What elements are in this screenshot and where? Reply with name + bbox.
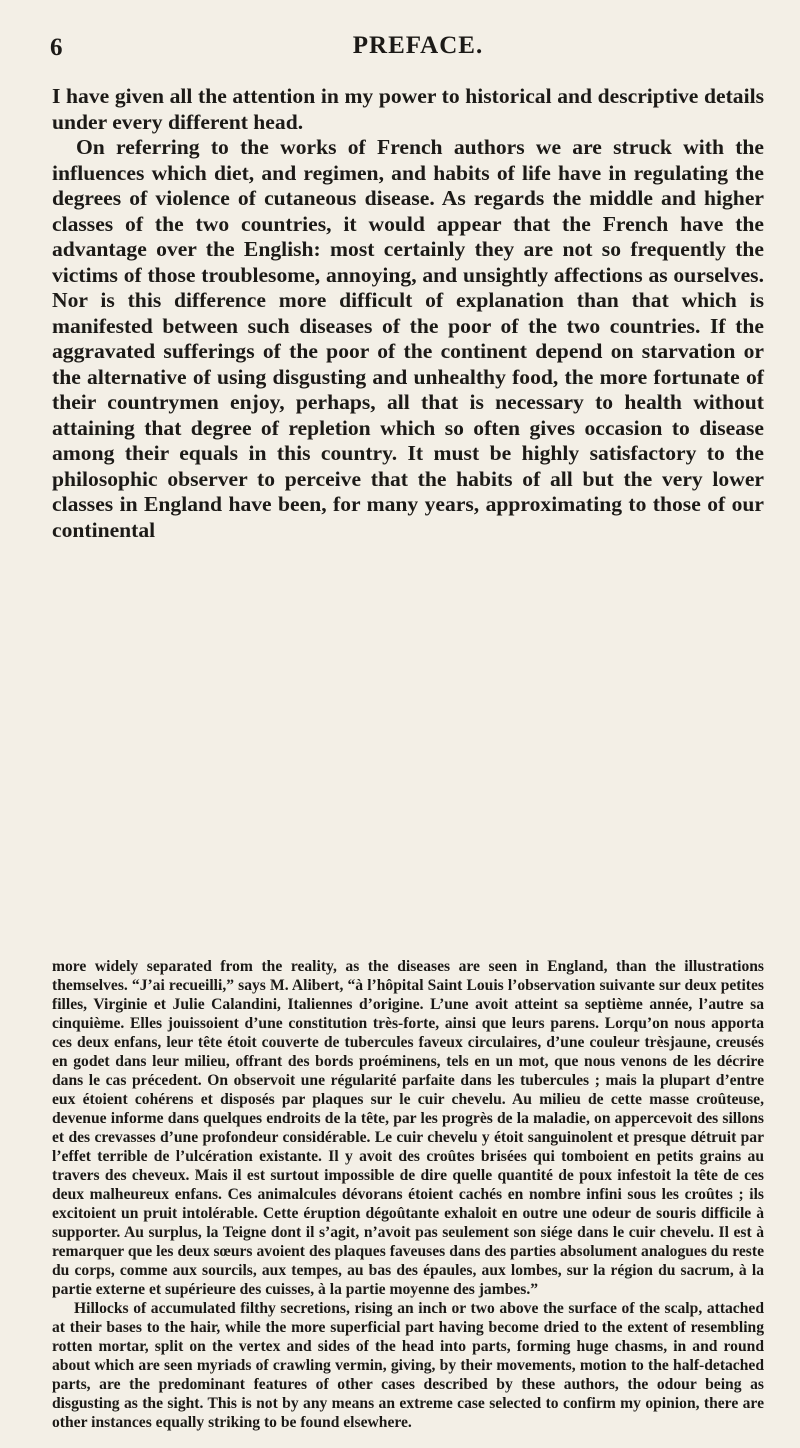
footnote-paragraph: more widely separated from the reality, as the diseases are seen in England, than the illustrations themselves. “J’ai recueilli,” says M. Alibert, “à l’hôpital Saint Louis l’observation suivante sur deux petites filles, Virginie et Julie Calandini, Italiennes d’origine. L’une avoit atteint sa septième année, l’autre sa cinquième. Elles jouissoient d’une constitution très-forte, ainsi que leurs parens. Lorqu’on nous apporta ces deux enfans, leur tête étoit couverte de tubercules faveux circulaires, d’une couleur trèsjaune, creusés en godet dans leur milieu, offrant des bords proéminens, tels en un mot, que nous venons de les décrire dans le cas précedent. On observoit une régularité parfaite dans les tubercules ; mais la plupart d’entre eux étoient cohérens et disposés par plaques sur le cuir chevelu. Au milieu de cette masse croûteuse, devenue informe dans quelques endroits de la tête, par les progrès de la maladie, on appercevoit des sillons et des crevasses d’une profondeur considérable. Le cuir chevelu y étoit sanguinolent et presque détruit par l’effet terrible de l’ulcération existante. Il y avoit des croûtes brisées qui tomboient en petits grains au travers des cheveux. Mais il est surtout impossible de dire quelle quantité de poux infestoit la tête de ces deux malheureux enfans. Ces animalcules dévorans étoient cachés en nombre infini sous les croûtes ; ils excitoient un pruit intolérable. Cette éruption dégoûtante exhaloit en outre une odeur de souris difficile à supporter. Au surplus, la Teigne dont il s’agit, n’avoit pas seulement son siége dans le cuir chevelu. Il est à remarquer que les deux sœurs avoient des plaques faveuses dans des parties absolument analogues du reste du corps, comme aux sourcils, aux tempes, au bas des épaules, aux lombes, sur la région du sacrum, à la partie externe et supérieure des cuisses, à la partie moyenne des jambes.”	[52, 958, 764, 1298]
main-text	[52, 84, 764, 543]
book-page	[52, 0, 764, 1448]
footnote-paragraph: Hillocks of accumulated filthy secretions, rising an inch or two above the surface of the scalp, attached at their bases to the hair, while the more superficial part having become dried to the extent of resembling rotten mortar, split on the vertex and sides of the head into parts, forming huge chasms, in and round about which are seen myriads of crawling vermin, giving, by their movements, motion to the half-detached parts, are the predominant features of other cases described by these authors, the odour being as disgusting as the sight. This is not by any means an extreme case selected to confirm my opinion, there are other instances equally striking to be found elsewhere.	[52, 1300, 764, 1431]
main-paragraph: On referring to the works of French authors we are struck with the influences which diet, and regimen, and habits of life have in regulating the degrees of violence of cutaneous disease. As regards the middle and higher classes of the two countries, it would appear that the French have the advantage over the English: most certainly they are not so frequently the victims of those troublesome, annoying, and unsightly affections as ourselves. Nor is this difference more difficult of explanation than that which is manifested between such diseases of the poor of the two countries. If the aggravated sufferings of the poor of the continent depend on starvation or the alternative of using disgusting and unhealthy food, the more fortunate of their countrymen enjoy, perhaps, all that is necessary to health without attaining that degree of repletion which so often gives occasion to disease among their equals in this country. It must be highly satisfactory to the philosophic observer to perceive that the habits of all but the very lower classes in England have been, for many years, approximating to those of our continental	[52, 135, 764, 542]
page-number: 6	[50, 34, 63, 61]
footnote	[52, 957, 764, 1432]
running-head: PREFACE.	[352, 32, 484, 59]
page-header	[52, 32, 764, 62]
main-paragraph: I have given all the attention in my power to historical and descriptive details under every different head.	[52, 84, 764, 134]
